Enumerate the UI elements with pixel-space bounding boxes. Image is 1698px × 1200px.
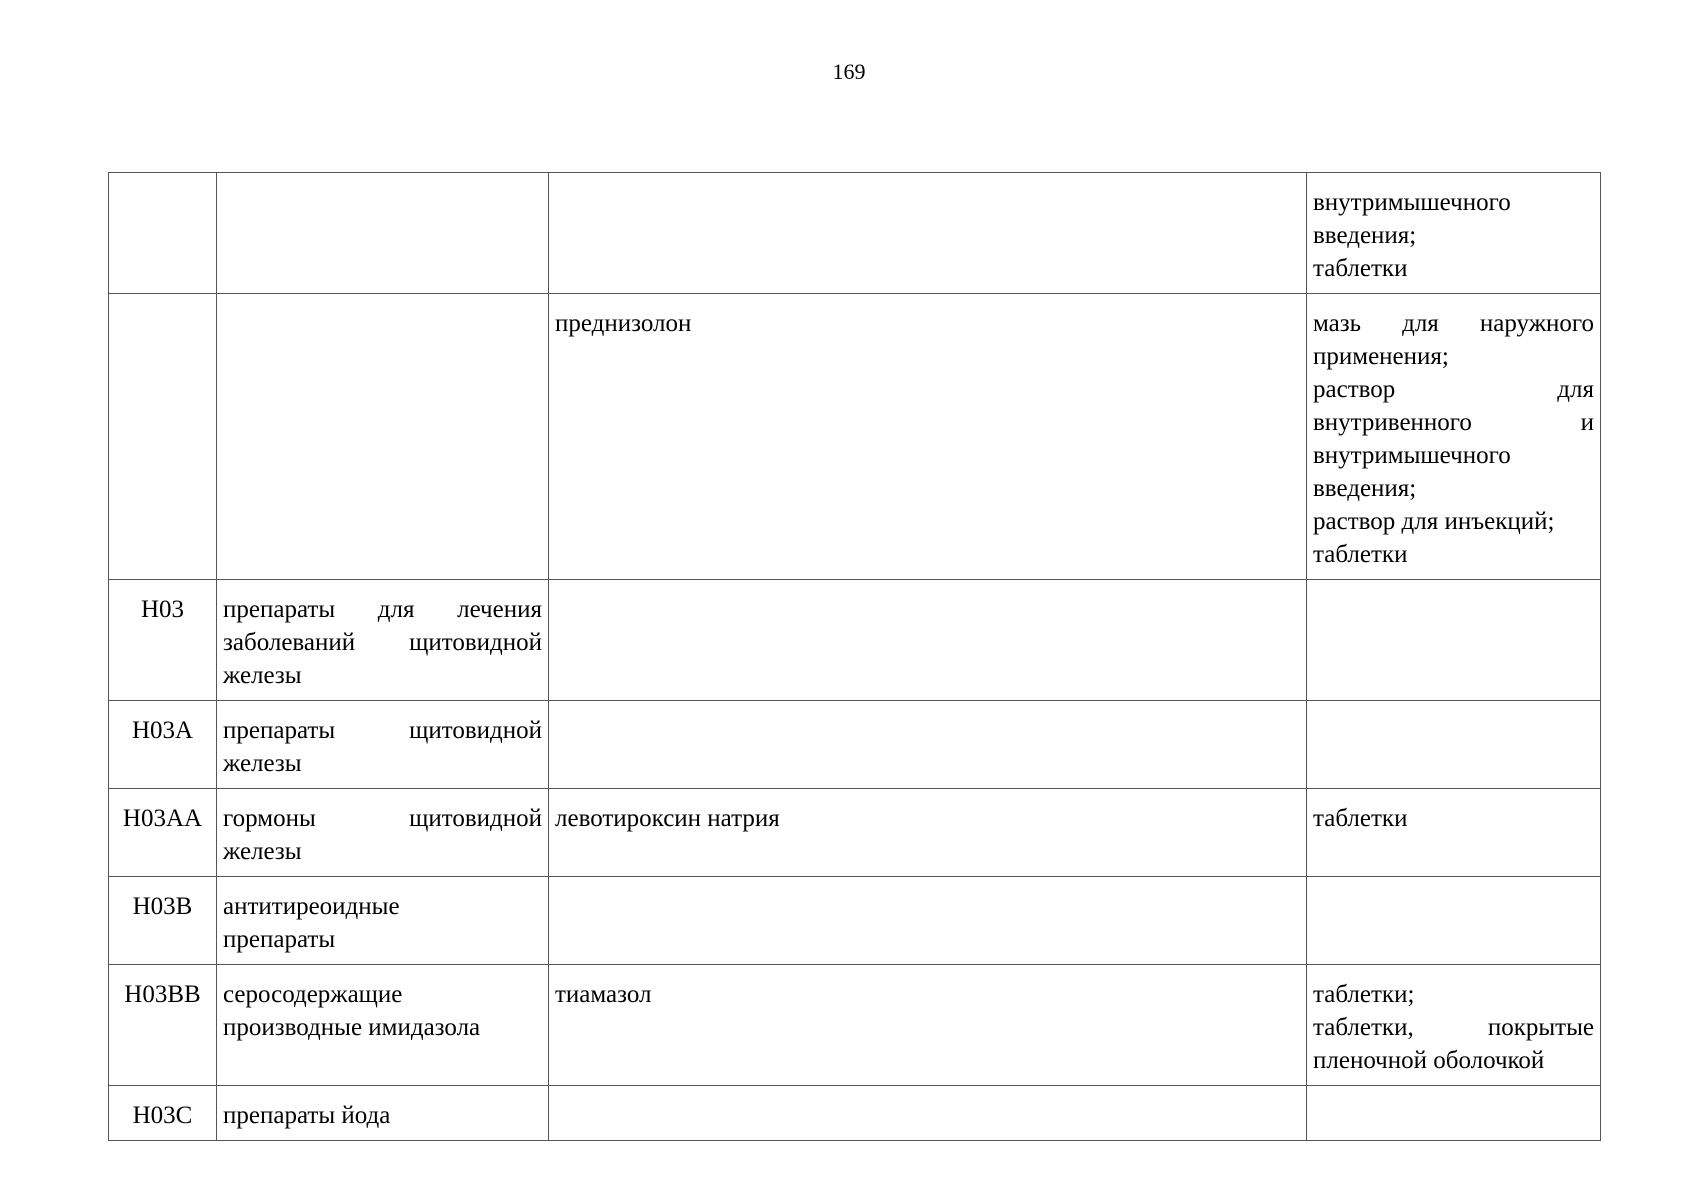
dosage-form-line: раствор для инъекций;: [1313, 508, 1555, 535]
dosage-form-cell: [1307, 789, 1601, 877]
group-name-line: железы: [223, 662, 302, 689]
table-row: [109, 701, 1601, 789]
dosage-form-cell: [1307, 173, 1601, 294]
atc-code: H03B: [132, 893, 193, 920]
drug-name-cell: [549, 173, 1307, 294]
group-name-cell: [217, 789, 549, 877]
drug-name: преднизолон: [555, 310, 692, 337]
atc-code-cell: [109, 789, 217, 877]
group-name-line: железы: [223, 838, 302, 865]
dosage-form-cell: [1307, 965, 1601, 1086]
drug-name-cell: [549, 294, 1307, 580]
group-name-line: препараты для лечения: [223, 596, 542, 623]
group-name-cell: [217, 965, 549, 1086]
drug-name-cell: [549, 965, 1307, 1086]
dosage-form-line: введения;: [1313, 475, 1417, 502]
drug-name: тиамазол: [555, 981, 652, 1008]
atc-code-cell: [109, 965, 217, 1086]
drug-table: [108, 172, 1601, 1141]
atc-code-cell: [109, 580, 217, 701]
group-name-line: железы: [223, 750, 302, 777]
dosage-form-line: таблетки;: [1313, 981, 1415, 1008]
dosage-form-cell: [1307, 294, 1601, 580]
group-name-line: гормоны щитовидной: [223, 805, 542, 832]
group-name-cell: [217, 701, 549, 789]
group-name-cell: [217, 1086, 549, 1141]
table-row: [109, 580, 1601, 701]
dosage-form-line: применения;: [1313, 343, 1449, 370]
dosage-form-cell: [1307, 580, 1601, 701]
dosage-form-line: внутримышечного: [1313, 189, 1511, 216]
dosage-form-line: раствор для: [1313, 376, 1594, 403]
table-row: [109, 173, 1601, 294]
group-name-cell: [217, 173, 549, 294]
dosage-form-line: внутримышечного: [1313, 442, 1511, 469]
atc-code: H03: [140, 596, 185, 623]
table-row: [109, 294, 1601, 580]
page-number: 169: [832, 59, 866, 84]
dosage-form-cell: [1307, 877, 1601, 965]
group-name-line: антитиреоидные: [223, 893, 400, 920]
atc-code: H03A: [131, 717, 194, 744]
dosage-form-line: введения;: [1313, 222, 1417, 249]
atc-code: H03BB: [124, 981, 201, 1008]
drug-name-cell: [549, 1086, 1307, 1141]
dosage-form-cell: [1307, 1086, 1601, 1141]
atc-code: H03AA: [122, 805, 203, 832]
atc-code-cell: [109, 294, 217, 580]
group-name-line: препараты йода: [223, 1102, 391, 1129]
table-row: [109, 789, 1601, 877]
group-name-cell: [217, 877, 549, 965]
atc-code-cell: [109, 877, 217, 965]
group-name-line: заболеваний щитовидной: [223, 629, 542, 656]
drug-name: левотироксин натрия: [555, 805, 780, 832]
table-body: [109, 173, 1601, 1141]
drug-name-cell: [549, 789, 1307, 877]
atc-code-cell: [109, 701, 217, 789]
table-row: [109, 965, 1601, 1086]
atc-code-cell: [109, 1086, 217, 1141]
dosage-form-cell: [1307, 701, 1601, 789]
drug-name-cell: [549, 701, 1307, 789]
group-name-line: серосодержащие: [223, 981, 403, 1008]
group-name-cell: [217, 580, 549, 701]
dosage-form-line: пленочной оболочкой: [1313, 1047, 1545, 1074]
dosage-form-line: мазь для наружного: [1313, 310, 1594, 337]
dosage-form-line: таблетки: [1313, 255, 1408, 282]
dosage-form-line: таблетки, покрытые: [1313, 1014, 1594, 1041]
atc-code: H03C: [132, 1102, 193, 1129]
drug-name-cell: [549, 877, 1307, 965]
drug-name-cell: [549, 580, 1307, 701]
table-row: [109, 877, 1601, 965]
group-name-line: препараты: [223, 926, 336, 953]
group-name-line: производные имидазола: [223, 1014, 481, 1041]
atc-code-cell: [109, 173, 217, 294]
group-name-line: препараты щитовидной: [223, 717, 542, 744]
dosage-form-line: таблетки: [1313, 805, 1408, 832]
group-name-cell: [217, 294, 549, 580]
dosage-form-line: внутривенного и: [1313, 409, 1594, 436]
dosage-form-line: таблетки: [1313, 541, 1408, 568]
table-row: [109, 1086, 1601, 1141]
